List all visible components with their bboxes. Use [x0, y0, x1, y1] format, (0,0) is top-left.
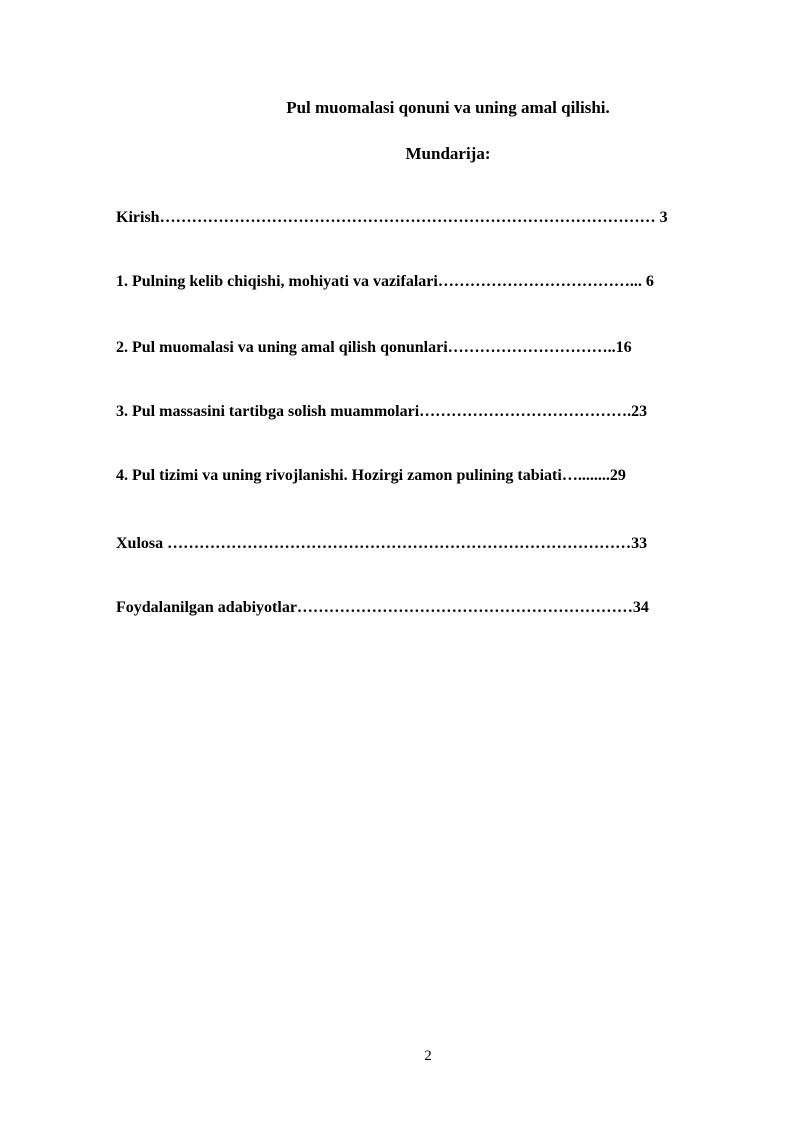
toc-entry-chapter-2: 2. Pul muomalasi va uning amal qilish qonunlari…………………………..16 — [116, 339, 632, 356]
toc-entry-chapter-1: 1. Pulning kelib chiqishi, mohiyati va vazifalari………………………………... 6 — [116, 273, 654, 290]
toc-entry-kirish: Kirish………………………………………………………………………………… 3 — [116, 209, 668, 226]
toc-heading: Mundarija: — [405, 144, 491, 163]
page-number: 2 — [424, 1048, 432, 1064]
toc-entry-xulosa: Xulosa ……………………………………………………………………………33 — [116, 535, 648, 552]
document-title: Pul muomalasi qonuni va uning amal qilishi. — [286, 98, 610, 117]
toc-entry-chapter-3: 3. Pul massasini tartibga solish muammolari………………………………….23 — [116, 403, 648, 420]
toc-entry-chapter-4: 4. Pul tizimi va uning rivojlanishi. Hozirgi zamon pulining tabiati…........29 — [116, 467, 626, 484]
toc-entry-bibliography: Foydalanilgan adabiyotlar………………………………………………………34 — [116, 599, 649, 616]
